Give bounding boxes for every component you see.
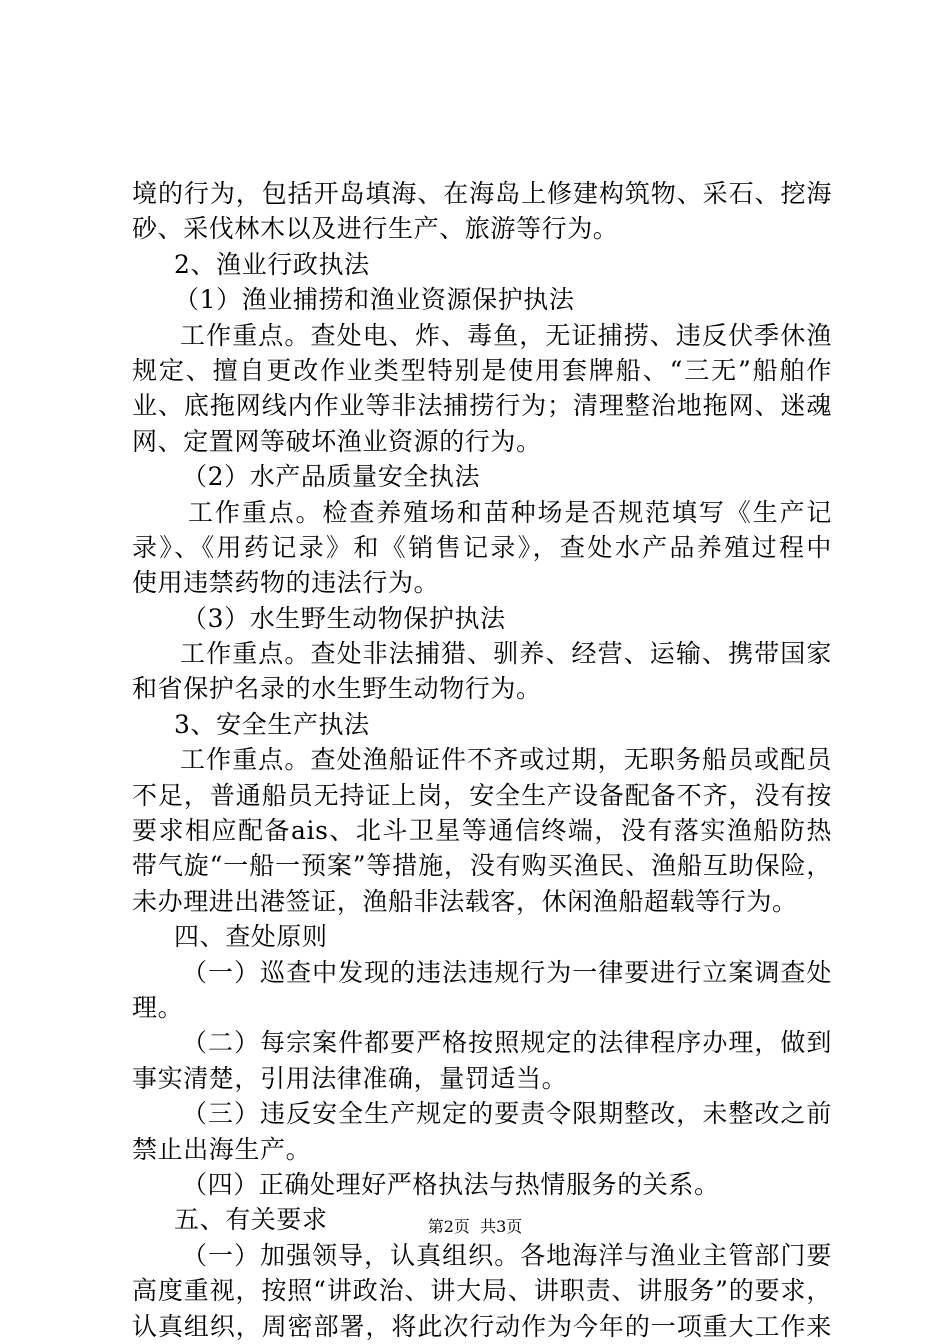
text-line: 业、底拖网线内作业等非法捕捞行为；清理整治地拖网、迷魂 xyxy=(132,391,832,421)
text-line: 使用违禁药物的违法行为。 xyxy=(132,568,440,598)
text-line: （一）加强领导，认真组织。各地海洋与渔业主管部门要 xyxy=(182,1240,832,1270)
text-line: 理。 xyxy=(132,992,184,1022)
text-line: 和省保护名录的水生野生动物行为。 xyxy=(132,674,542,704)
text-line: 未办理进出港签证，渔船非法载客，休闲渔船超载等行为。 xyxy=(132,886,798,916)
text-line: （四）正确处理好严格执法与热情服务的关系。 xyxy=(182,1169,720,1199)
text-line: 四、查处原则 xyxy=(174,922,328,952)
text-line: （2）水产品质量安全执法 xyxy=(182,462,481,492)
text-line: （3）水生野生动物保护执法 xyxy=(182,603,506,633)
text-line: 工作重点。查处电、炸、毒鱼，无证捕捞、违反伏季休渔 xyxy=(180,320,832,350)
text-line: （一）巡查中发现的违法违规行为一律要进行立案调查处 xyxy=(182,957,832,987)
text-line: 带气旋“一船一预案”等措施，没有购买渔民、渔船互助保险， xyxy=(132,851,832,881)
text-line: 禁止出海生产。 xyxy=(132,1134,312,1164)
text-line: 网、定置网等破坏渔业资源的行为。 xyxy=(132,426,542,456)
text-line: 砂、采伐林木以及进行生产、旅游等行为。 xyxy=(132,214,619,244)
text-line: 规定、擅自更改作业类型特别是使用套牌船、“三无”船舶作 xyxy=(132,355,832,385)
text-line: 不足，普通船员无持证上岗，安全生产设备配备不齐，没有按 xyxy=(132,780,832,810)
text-line: 要求相应配备ais、北斗卫星等通信终端，没有落实渔船防热 xyxy=(132,816,832,846)
text-line: 工作重点。查处渔船证件不齐或过期，无职务船员或配员 xyxy=(180,745,832,775)
text-line: 2、渔业行政执法 xyxy=(174,249,370,279)
text-line: 工作重点。检查养殖场和苗种场是否规范填写《生产记 xyxy=(188,497,832,527)
text-line: 3、安全生产执法 xyxy=(174,709,370,739)
text-line: （1）渔业捕捞和渔业资源保护执法 xyxy=(174,285,575,315)
text-line: 认真组织，周密部署，将此次行动作为今年的一项重大工作来 xyxy=(132,1311,832,1341)
text-line: 事实清楚，引用法律准确，量罚适当。 xyxy=(132,1063,568,1093)
text-line: 工作重点。查处非法捕猎、驯养、经营、运输、携带国家 xyxy=(180,639,832,669)
document-body xyxy=(132,176,832,1344)
text-line: （二）每宗案件都要严格按照规定的法律程序办理，做到 xyxy=(182,1028,832,1058)
text-line: （三）违反安全生产规定的要责令限期整改，未整改之前 xyxy=(182,1099,832,1129)
text-line: 录》、《用药记录》和《销售记录》，查处水产品养殖过程中 xyxy=(132,532,832,562)
text-line: 境的行为，包括开岛填海、在海岛上修建构筑物、采石、挖海 xyxy=(132,179,832,208)
text-line: 高度重视，按照“讲政治、讲大局、讲职责、讲服务”的要求， xyxy=(132,1276,832,1306)
page-footer: 第2页 共3页 xyxy=(427,1217,523,1236)
text-line: 五、有关要求 xyxy=(174,1205,328,1235)
